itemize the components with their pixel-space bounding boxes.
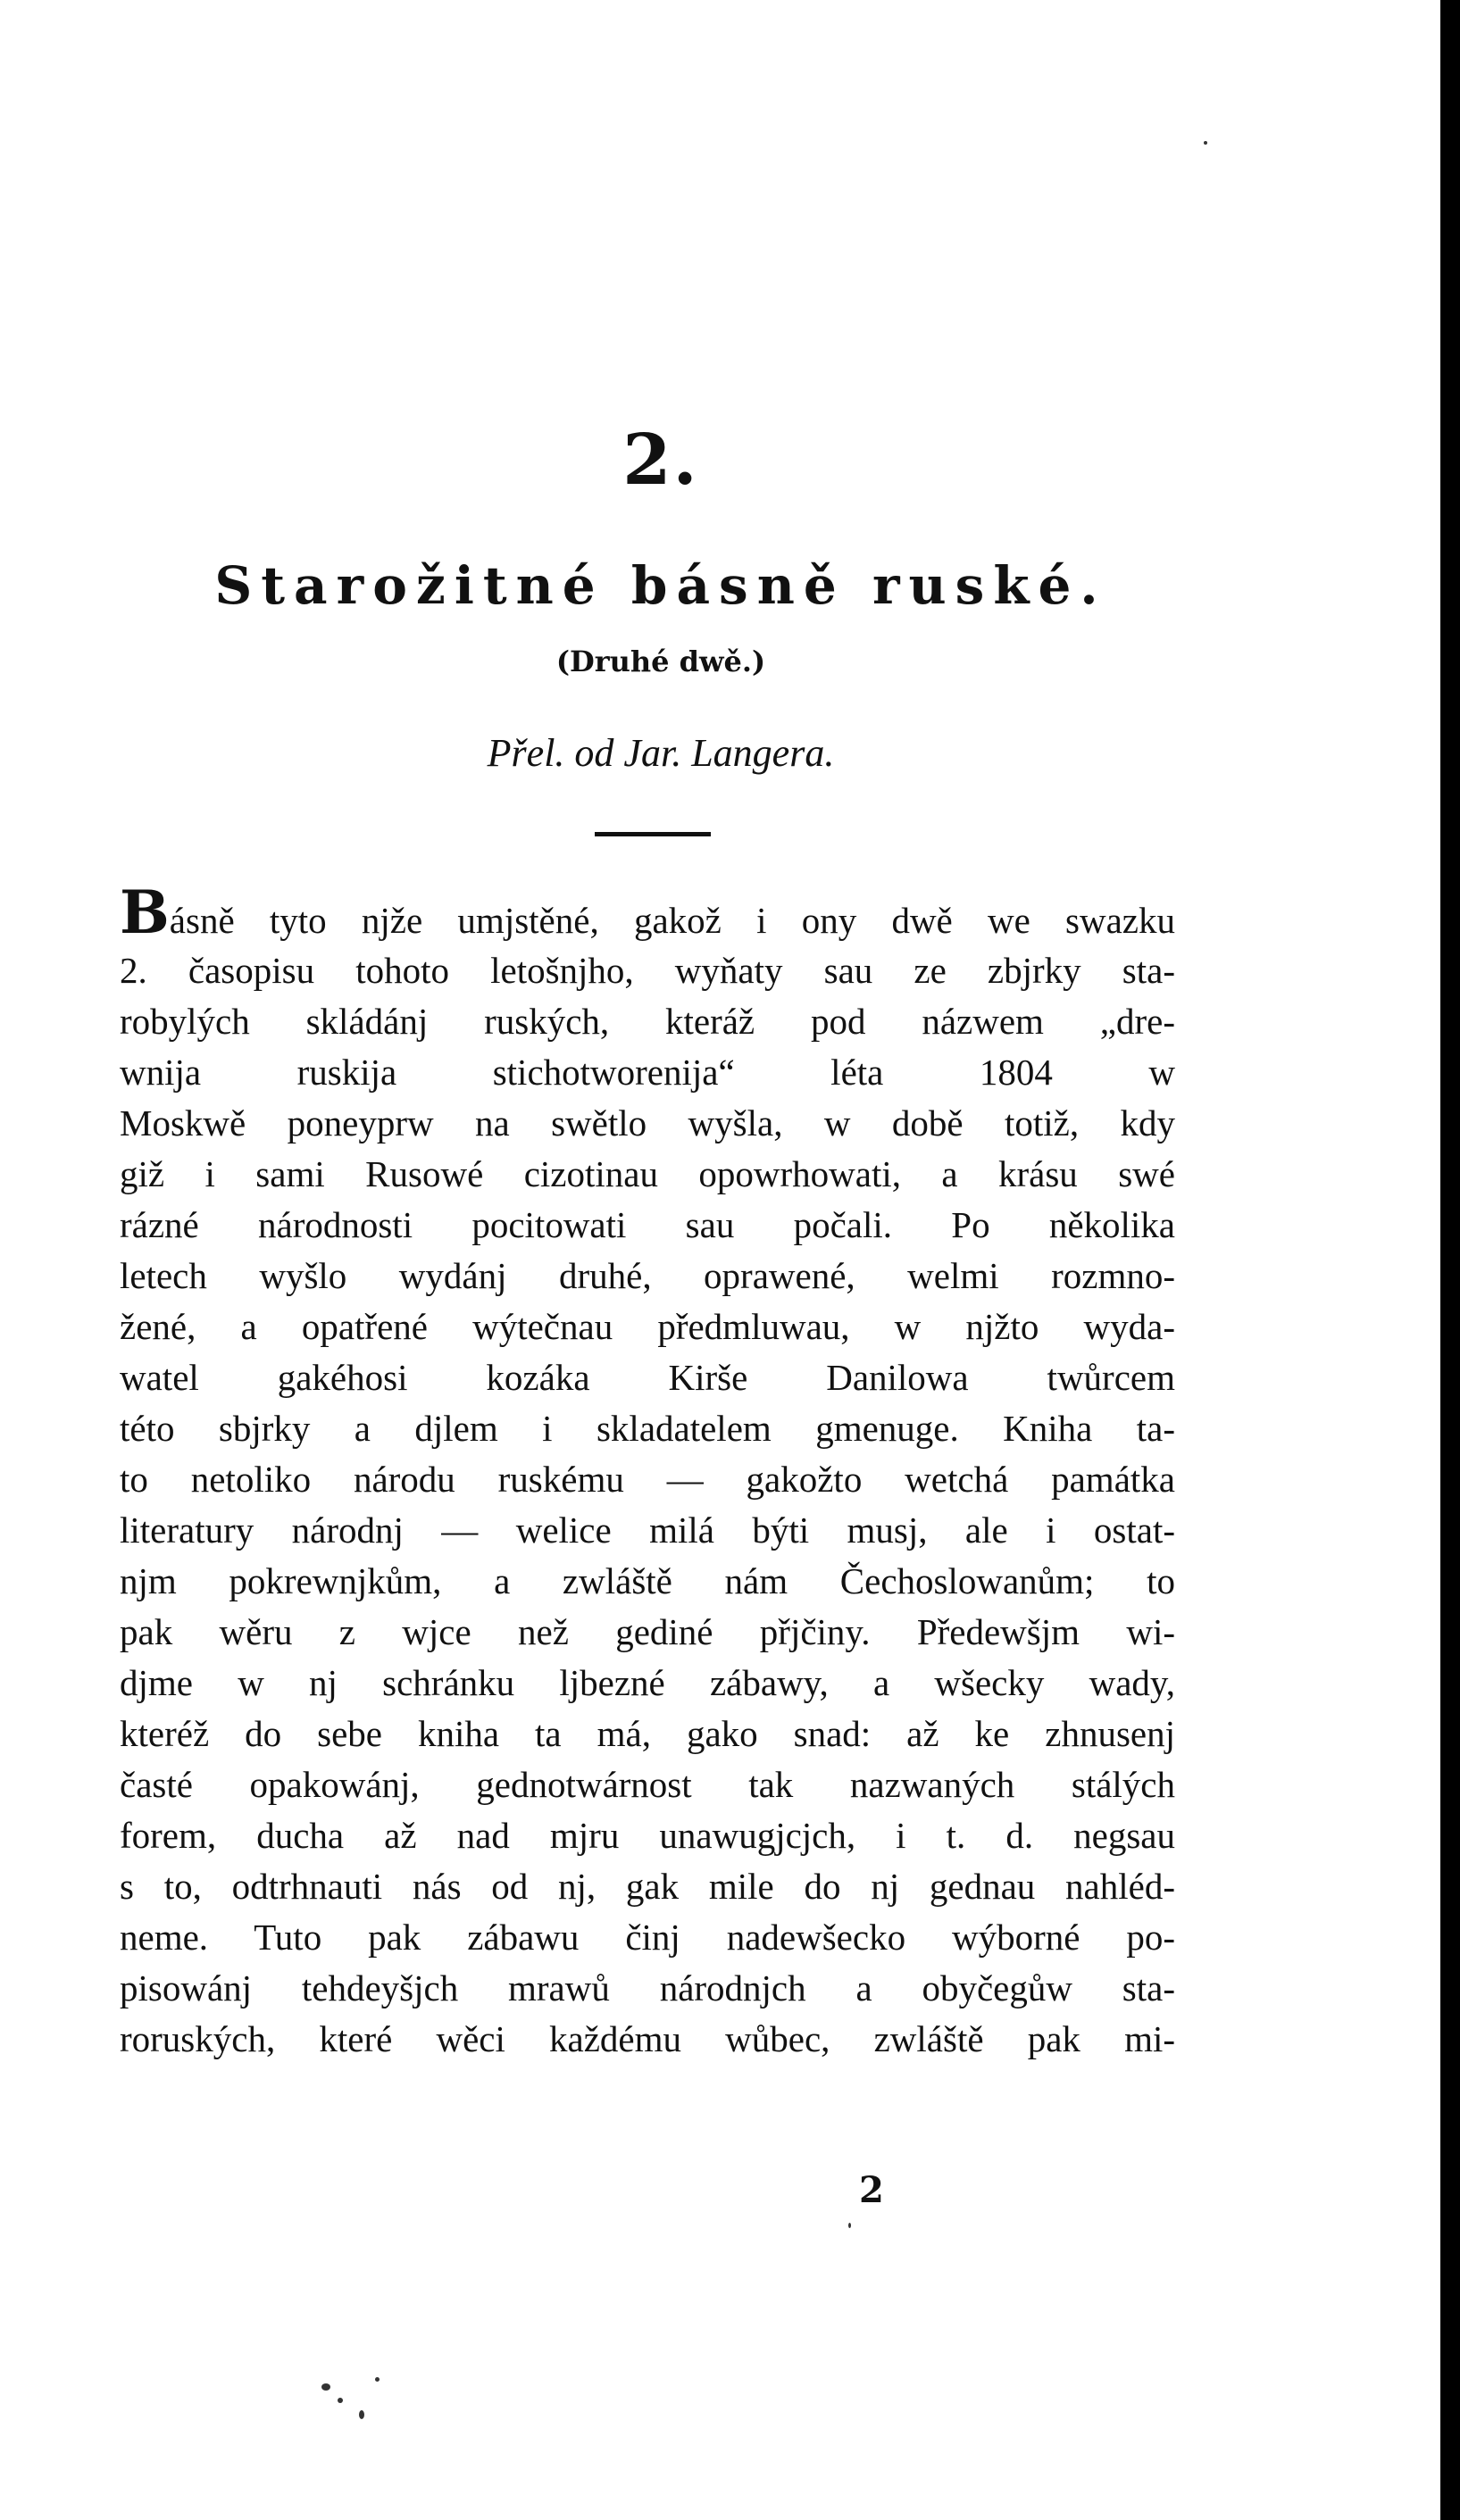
- print-speck: [338, 2398, 343, 2403]
- text-line: této sbjrky a djlem i skladatelem gmenuge. Kniha ta-: [120, 1408, 1175, 1449]
- text-line: kteréž do sebe kniha ta má, gako snad: až ke zhnusenj: [120, 1713, 1175, 1754]
- page-edge-shadow: [1440, 0, 1460, 2520]
- text-line: letech wyšlo wydánj druhé, oprawené, welmi rozmno-: [120, 1255, 1175, 1296]
- text-line: Moskwě poneyprw na swětlo wyšla, w době totiž, kdy: [120, 1102, 1175, 1144]
- signature-mark: 2: [859, 2169, 884, 2211]
- translator-credit: Přel. od Jar. Langera.: [487, 731, 835, 775]
- text-line: 2. časopisu tohoto letošnjho, wyňaty sau ze zbjrky sta-: [120, 950, 1175, 991]
- text-line: to netoliko národu ruskému — gakožto wetchá památka: [120, 1459, 1175, 1500]
- text-line: neme. Tuto pak zábawu činj nadewšecko wýborné po-: [120, 1917, 1175, 1958]
- print-speck: [359, 2410, 364, 2419]
- text-line: pak wěru z wjce než gediné přjčiny. Předewšjm wi-: [120, 1611, 1175, 1652]
- text-line: njm pokrewnjkům, a zwláště nám Čechoslowanům; to: [120, 1560, 1175, 1601]
- text-line: s to, odtrhnauti nás od nj, gak mile do nj gednau nahléd-: [120, 1866, 1175, 1907]
- drop-initial: B: [120, 877, 170, 947]
- text-line: žené, a opatřené wýtečnau předmluwau, w njžto wyda-: [120, 1306, 1175, 1347]
- body-paragraph: [120, 877, 1175, 2065]
- text-line: giž i sami Rusowé cizotinau opowrhowati, a krásu swé: [120, 1153, 1175, 1194]
- text-line: wnija ruskija stichotworenija“ léta 1804 w: [120, 1052, 1175, 1093]
- text-line: djme w nj schránku ljbezné zábawy, a wšecky wady,: [120, 1662, 1175, 1703]
- title-divider: [595, 832, 711, 836]
- article-subtitle: (Druhé dwě.): [555, 645, 766, 678]
- chapter-number: 2.: [622, 420, 699, 501]
- text-line: robylých skládánj ruských, kteráž pod názwem „dre-: [120, 1001, 1175, 1042]
- text-line: [120, 877, 1175, 947]
- text-line: literatury národnj — welice milá býti musj, ale i ostat-: [120, 1510, 1175, 1551]
- text-line: pisowánj tehdeyšjch mrawů národnjch a obyčegůw sta-: [120, 1967, 1175, 2009]
- text-line: roruských, které wěci každému wůbec, zwláště pak mi-: [120, 2018, 1175, 2059]
- text-line: rázné národnosti pocitowati sau počali. Po několika: [120, 1204, 1175, 1245]
- print-speck: [375, 2377, 380, 2382]
- print-speck: [848, 2223, 851, 2228]
- article-title: Starožitné básně ruské.: [214, 555, 1107, 616]
- text-line: časté opakowánj, gednotwárnost tak nazwaných stálých: [120, 1764, 1175, 1805]
- print-speck: [321, 2383, 330, 2391]
- text-line: forem, ducha až nad mjru unawugjcjch, i t. d. negsau: [120, 1815, 1175, 1856]
- text-line: watel gakéhosi kozáka Kirše Danilowa twůrcem: [120, 1357, 1175, 1398]
- print-speck: [1204, 141, 1207, 145]
- line-text: ásně tyto njže umjstěné, gakož i ony dwě we swazku: [169, 900, 1175, 941]
